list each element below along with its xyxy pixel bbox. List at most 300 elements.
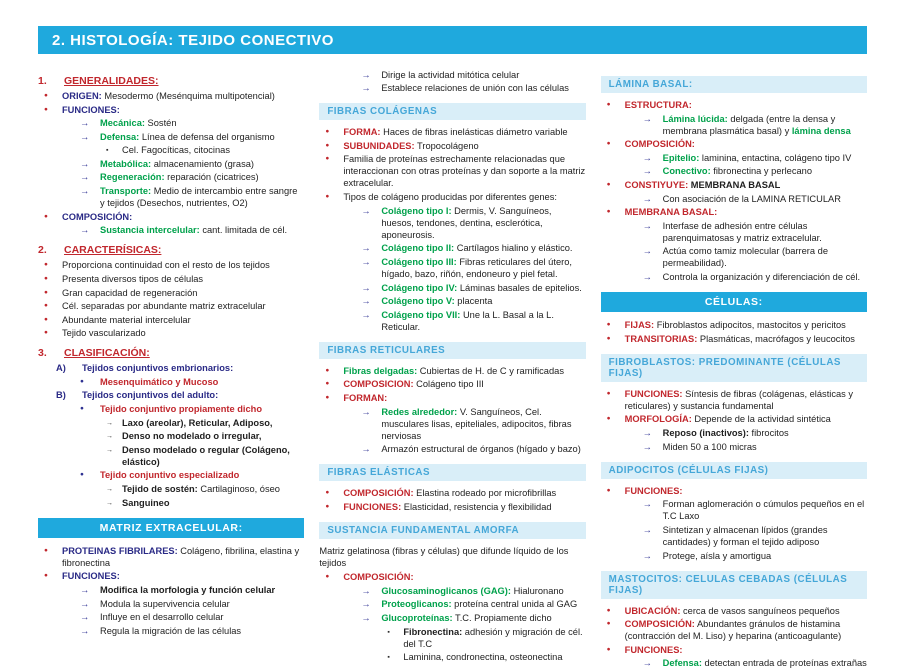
note-line [601,644,867,656]
note-line [319,256,585,280]
arrow-icon: → [361,296,371,307]
text-segment: FUNCIONES: [62,104,120,115]
bullet-icon: ● [325,141,330,149]
note-line [319,140,585,152]
note-line [319,191,585,203]
line-content [100,611,304,623]
line-content [403,651,585,663]
arrow-icon: → [361,599,371,610]
arrow-icon: → [361,309,371,320]
line-content [100,376,304,388]
sub-heading: MASTOCITOS: CELULAS CEBADAS (CÉLULAS FIJAS) [601,571,867,599]
text-segment: Defensa: [100,131,140,142]
bullet-icon: ● [44,329,48,337]
line-content [343,365,585,377]
line-content [82,389,304,401]
text-segment: SUBUNIDADES: [343,140,415,151]
text-segment: Regula la migración de las células [100,625,242,636]
note-line [601,485,867,497]
arrow-icon: → [106,433,113,441]
note-line [38,287,304,299]
text-segment: Denso modelado o regular (Colágeno, elástico) [122,444,290,467]
note-line [601,245,867,269]
note-line [38,90,304,102]
text-segment: PROTEINAS FIBRILARES: [62,545,178,556]
note-line [319,153,585,189]
note-line [601,319,867,331]
line-content [381,585,585,597]
line-content [381,295,585,307]
line-content [381,82,585,94]
bullet-icon: ● [325,503,330,511]
arrow-icon: → [80,625,90,636]
note-line [38,584,304,596]
note-line [601,388,867,412]
text-segment: ESTRUCTURA: [624,100,692,110]
text-segment: Laxo (areolar), Reticular, Adiposo, [122,417,273,428]
text-segment: almacenamiento (grasa) [151,158,254,169]
bullet-icon: ● [606,389,611,397]
text-segment: cerca de vasos sanguíneos pequeños [680,605,840,616]
text-segment: Tejido de sostén: [122,484,198,495]
bullet-icon: ● [80,405,84,413]
section-heading-text: CARACTERÍSICAS: [64,244,162,257]
bullet-icon: ● [325,573,330,581]
note-line [319,651,585,663]
bullet-icon: ● [80,377,84,385]
note-line [601,179,867,191]
text-segment: laminina, entactina, colágeno tipo IV [699,152,852,163]
line-content [62,287,304,299]
text-segment: Mesenquimático y Mucoso [100,376,219,387]
line-content [100,403,304,415]
line-content [381,256,585,280]
line-content [100,117,304,129]
note-line [38,417,304,429]
text-segment: Denso no modelado o irregular, [122,431,262,442]
note-line [601,618,867,642]
note-line [319,295,585,307]
text-segment: Tropocolágeno [414,140,479,151]
text-segment: Proporciona continuidad con el resto de los tejidos [62,260,270,271]
line-content [663,271,867,283]
text-segment: Sostén [144,118,177,129]
text-segment: Glucoproteínas: [381,613,453,623]
text-segment: Cartilaginoso, óseo [197,484,280,495]
note-line [601,657,867,669]
text-segment: Controla la organización y diferenciación de cél. [662,272,861,283]
line-content [381,205,585,241]
line-content [62,314,304,326]
bullet-icon: ● [325,394,330,402]
arrow-icon: → [361,243,371,254]
line-content [663,498,867,522]
text-segment: Colágeno tipo III: [381,256,457,267]
text-segment: Mecánica: [100,118,145,129]
text-segment: fibrocitos [748,427,789,438]
text-segment: FUNCIONES: [62,571,120,582]
note-line [38,144,304,156]
section-heading-text: GENERALIDADES: [64,75,159,87]
line-content [343,126,585,138]
line-content [100,584,304,596]
line-content [62,104,304,116]
line-content [663,550,867,562]
text-segment: Protege, aísla y amortigua [662,550,772,561]
text-segment: Láminas basales de epitelios. [457,282,582,293]
arrow-icon: → [642,272,652,283]
note-line [319,282,585,294]
arrow-icon: → [361,83,371,94]
text-segment: Tejido conjuntivo propiamente dicho [100,404,263,415]
text-segment: Fibras delgadas: [343,365,418,376]
text-segment: Familia de proteínas estrechamente relacionadas que interaccionan con otras proteínas y dan soporte a la matriz extracelular. [343,154,586,189]
line-content [343,571,585,583]
text-segment: Reposo (inactivos): [662,427,749,438]
text-segment: Actúa como tamiz molecular (barrera de permeabilidad). [662,246,828,269]
text-segment: MEMBRANA BASAL [688,179,781,190]
text-segment: Redes alrededor: [381,406,458,417]
note-line [319,205,585,241]
text-segment: COMPOSICIÓN: [343,488,414,499]
sub-heading: FIBRAS COLÁGENAS [319,103,585,120]
bullet-icon: ● [606,415,611,423]
text-segment: Transporte: [100,186,152,197]
text-segment: Tejidos conjuntivos del adulto: [82,390,219,401]
note-line [38,158,304,170]
text-segment: FORMA: [343,127,381,138]
bullet-icon: ● [80,471,84,479]
text-segment: Colágeno tipo I: [381,205,452,216]
line-content [343,140,585,152]
letter-icon: B) [56,390,66,401]
arrow-icon: → [106,499,113,507]
arrow-icon: → [642,658,652,669]
text-segment: FUNCIONES: [624,644,683,655]
bullet-icon: ● [606,620,611,628]
bullet-icon: ● [606,140,611,148]
note-line [319,406,585,442]
line-content [625,319,867,331]
line-content [625,413,867,425]
line-content [62,273,304,285]
text-segment: Laminina, condronectina, osteonectina [403,652,563,663]
line-content [625,179,867,191]
text-segment: CONSTIYUYE: [624,179,689,190]
text-segment: FORMAN: [343,393,388,404]
note-line [319,365,585,377]
note-line [601,99,867,111]
bar-heading: CÉLULAS: [601,292,867,312]
note-line [38,327,304,339]
text-segment: COMPOSICION: [343,379,414,390]
text-segment: Colágeno tipo IV: [381,282,458,293]
text-segment: Síntesis de fibras (colágenas, elásticas y reticulares) y sustancia fundamental [624,388,854,411]
sub-heading: FIBRAS RETICULARES [319,342,585,359]
line-content [100,598,304,610]
bullet-icon: ● [325,193,330,201]
note-line [319,443,585,455]
section-number: 2. [38,244,47,257]
note-line [38,625,304,637]
note-line [38,483,304,495]
note-line [601,441,867,453]
line-content [62,211,304,223]
line-content [381,406,585,442]
arrow-icon: → [80,186,90,197]
line-content [625,138,867,150]
line-content [100,171,304,183]
line-content [100,185,304,209]
bullet-icon: ● [44,212,48,220]
line-content [122,483,304,495]
line-content [663,441,867,453]
text-segment: Elastina rodeado por microfibrillas [413,488,557,499]
text-segment: Cubiertas de H. de C y ramificadas [417,365,564,376]
section-heading [38,75,304,87]
bullet-icon: ● [606,334,611,342]
note-line [38,171,304,183]
note-line [601,271,867,283]
line-content [663,220,867,244]
note-line [601,138,867,150]
text-segment: ORIGEN: [62,91,102,101]
text-segment: Abundantes gránulos de histamina (contracción del M. Liso) y heparina (anticoagulante) [624,619,842,642]
text-segment: Colágeno, fibrilina, elastina y fibronectina [62,545,300,568]
text-segment: Influye en el desarrollo celular [100,612,224,623]
arrow-icon: → [361,256,371,267]
line-content [343,191,585,203]
arrow-icon: → [642,193,652,204]
section-heading-text: CLASIFICACIÓN: [64,347,150,360]
text-segment: Interfase de adhesión entre células parenquimatosas y matriz extracelular. [662,220,822,243]
sub-heading: SUSTANCIA FUNDAMENTAL AMORFA [319,522,585,539]
section-number: 3. [38,347,47,360]
note-line [38,273,304,285]
letter-icon: A) [56,363,66,374]
bullet-icon: ● [44,92,48,99]
line-content [62,259,304,271]
arrow-icon: → [642,113,652,124]
line-content [663,113,867,137]
section-heading [38,244,304,256]
line-content [343,378,585,390]
text-segment: Tipos de colágeno producidas por diferentes genes: [343,192,557,203]
text-segment: Haces de fibras inelásticas diámetro variable [380,127,568,138]
arrow-icon: → [106,486,113,494]
note-line [38,444,304,468]
note-line [601,524,867,548]
line-content [62,300,304,312]
text-segment: Plasmáticas, macrófagos y leucocitos [697,333,855,344]
bullet-icon: ● [606,180,611,188]
note-line [319,69,585,81]
line-content [343,501,585,513]
text-segment: Medio de intercambio entre sangre y tejidos (Desechos, nutrientes, O2) [100,186,298,209]
line-content [625,333,867,345]
line-content [663,165,867,177]
note-line [601,165,867,177]
arrow-icon: → [80,158,90,169]
line-content [625,206,867,218]
note-line [601,152,867,164]
arrow-icon: → [80,584,90,595]
section-number: 1. [38,75,47,87]
text-segment: Sustancia intercelular: [100,225,200,236]
text-segment: T.C. Propiamente dicho [452,613,552,623]
bullet-icon: ● [606,208,611,216]
bullet-icon: ● [44,546,48,554]
note-line [38,314,304,326]
line-content [100,625,304,637]
dot-icon: ▪ [106,147,109,155]
paragraph: Matriz gelatinosa (fibras y células) que difunde líquido de los tejidos [319,546,569,569]
text-segment: COMPOSICIÓN: [624,619,695,630]
column-right [601,67,867,671]
bullet-icon: ● [44,315,48,323]
line-content [663,193,867,205]
bullet-icon: ● [44,105,48,113]
line-content [100,131,304,143]
line-content [663,427,867,439]
note-line [38,211,304,223]
columns-container [38,67,867,671]
note-line [319,501,585,513]
sub-heading: ADIPOCITOS (CÉLULAS FIJAS) [601,462,867,479]
text-segment: Cel. Fagocíticas, citocinas [122,145,230,156]
bullet-icon: ● [44,274,48,282]
text-segment: Colágeno tipo V: [381,296,455,307]
line-content [62,327,304,339]
text-segment: adhesión y migración de cél. del T.C [403,626,583,649]
bullet-icon: ● [325,380,330,388]
note-line [319,82,585,94]
line-content [100,158,304,170]
text-segment: Presenta diversos tipos de células [62,273,204,284]
text-segment: COMPOSICIÓN: [624,139,695,150]
text-segment: Fibras reticulares del útero, hígado, bazo, riñón, endoneuro y piel fetal. [381,256,572,280]
text-segment: Depende de la actividad sintética [691,414,831,425]
line-content [625,485,867,497]
text-segment: Tejidos conjuntivos embrionarios: [82,363,234,374]
text-segment: Cartílagos hialino y elástico. [454,243,573,254]
note-line [319,392,585,404]
arrow-icon: → [642,524,652,535]
arrow-icon: → [361,585,371,596]
arrow-icon: → [106,446,113,454]
text-segment: Establece relaciones de unión con las células [381,83,569,94]
arrow-icon: → [642,220,652,231]
note-line [601,550,867,562]
text-segment: Tejido vascularizado [62,328,146,339]
text-segment: Línea de defensa del organismo [139,131,275,142]
text-segment: Gran capacidad de regeneración [62,287,198,298]
arrow-icon: → [106,419,113,427]
arrow-icon: → [642,166,652,177]
note-line [319,598,585,610]
note-line [38,389,304,401]
text-segment: Modula la supervivencia celular [100,598,230,609]
arrow-icon: → [361,69,371,80]
line-content [381,242,585,254]
line-content [62,545,304,569]
text-segment: Forman aglomeración o cúmulos pequeños en el T.C Laxo [662,499,865,522]
line-content [343,487,585,499]
text-segment: Sanguineo [122,497,170,508]
line-content [122,497,304,509]
text-segment: FUNCIONES: [343,502,402,513]
line-content [343,153,585,189]
text-segment: Modifica la morfologia y función celular [100,584,276,595]
arrow-icon: → [642,441,652,452]
text-segment: MORFOLOGÍA: [624,414,692,425]
bullet-icon: ● [325,366,330,374]
text-segment: lámina densa [791,125,851,136]
note-line [601,427,867,439]
text-segment: cant. limitada de cél. [199,225,288,236]
text-segment: Colágeno tipo II: [381,243,455,254]
note-line [319,242,585,254]
line-content [625,388,867,412]
line-content [381,69,585,81]
bar-heading: MATRIZ EXTRACELULAR: [38,518,304,538]
text-segment: Hialuronano [510,585,564,596]
text-segment: COMPOSICIÓN: [343,572,414,583]
note-line [38,497,304,509]
arrow-icon: → [80,118,90,129]
sub-heading: LÁMINA BASAL: [601,76,867,93]
arrow-icon: → [642,499,652,510]
text-segment: Glucosaminoglicanos (GAG): [381,585,511,596]
text-segment: MEMBRANA BASAL: [624,207,718,218]
text-segment: Defensa: [662,658,702,669]
note-line [38,224,304,236]
line-content [122,417,304,429]
note-line [38,376,304,388]
line-content [403,626,585,650]
text-segment: detectan entrada de proteínas extrañas [701,658,867,669]
text-segment: Sintetizan y almacenan lípidos (grandes cantidades) y forman el tejido adiposo [662,524,828,547]
line-content [62,570,304,582]
text-segment: TRANSITORIAS: [624,333,698,344]
column-left [38,67,304,638]
note-line [38,469,304,481]
line-content [663,657,867,669]
text-segment: Colágeno tipo III [413,379,484,390]
text-segment: Conectivo: [662,166,711,177]
section-heading [38,347,304,359]
line-content [663,245,867,269]
arrow-icon: → [642,246,652,257]
text-segment: COMPOSICIÓN: [62,211,133,222]
bullet-icon: ● [606,606,611,614]
text-segment: V. Sanguíneos, Cel. musculares lisas, epiteliales, adipocitos, fibras nerviosas [381,406,572,441]
page-title: 2. HISTOLOGÍA: TEJIDO CONECTIVO [38,26,867,54]
line-content [625,605,867,617]
text-segment: Elasticidad, resistencia y flexibilidad [401,502,552,513]
bullet-icon: ● [325,128,330,136]
text-segment: Armazón estructural de órganos (hígado y bazo) [381,444,581,455]
note-line [38,545,304,569]
dot-icon: ▪ [387,654,390,662]
text-segment: FUNCIONES: [624,388,683,399]
note-line [38,570,304,582]
line-content [100,224,304,236]
line-content [625,99,867,111]
note-line [601,605,867,617]
sub-heading: FIBRAS ELÁSTICAS [319,464,585,481]
arrow-icon: → [642,550,652,561]
